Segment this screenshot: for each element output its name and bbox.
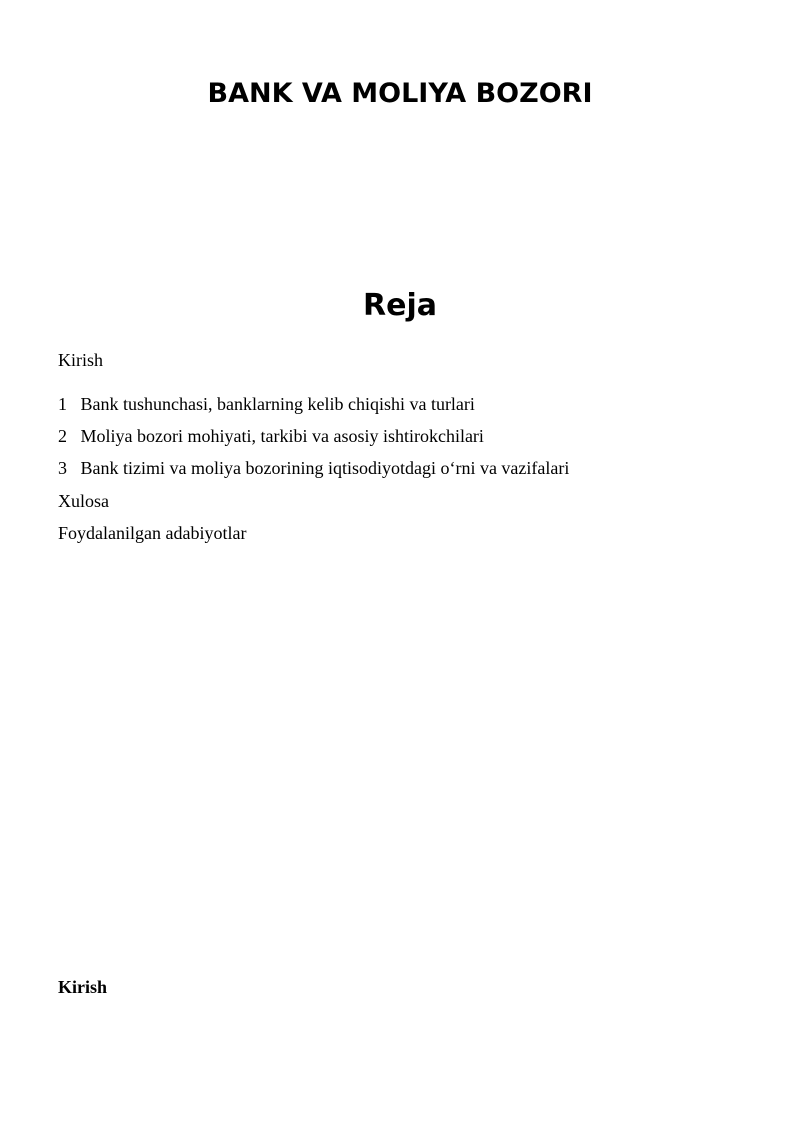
section-heading: Kirish: [58, 977, 108, 997]
document-title: BANK VA MOLIYA BOZORI: [207, 78, 593, 109]
plan-conclusion: Xulosa: [58, 491, 109, 511]
plan-item: [58, 426, 484, 447]
plan-item-number: 1: [58, 394, 67, 414]
plan-references: Foydalanilgan adabiyotlar: [58, 523, 247, 543]
plan-item-text: Bank tushunchasi, banklarning kelib chiqishi va turlari: [80, 394, 475, 414]
plan-item-number: 2: [58, 426, 67, 446]
plan-item-number: 3: [58, 458, 67, 478]
plan-item: [58, 394, 475, 415]
plan-item-text: Moliya bozori mohiyati, tarkibi va asosiy ishtirokchilari: [80, 426, 484, 446]
plan-heading: Reja: [363, 288, 437, 323]
plan-item: [58, 458, 569, 479]
plan-item-text: Bank tizimi va moliya bozorining iqtisodiyotdagi o‘rni va vazifalari: [80, 458, 570, 478]
plan-intro: Kirish: [58, 350, 103, 370]
